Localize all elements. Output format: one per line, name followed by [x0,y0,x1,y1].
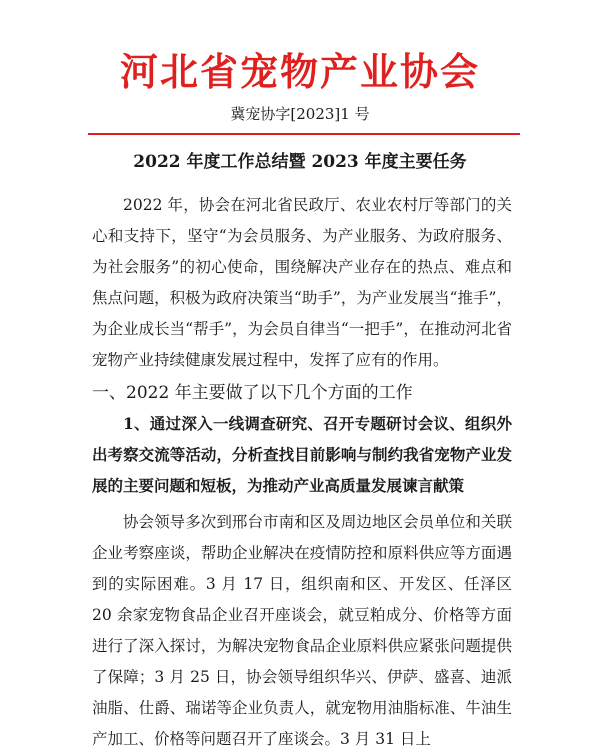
document-title: 2022 年度工作总结暨 2023 年度主要任务 [133,152,467,172]
organization-title: 河北省宠物产业协会 [119,49,480,94]
subsection-heading: 1、通过深入一线调查研究、召开专题研讨会议、组织外出考察交流等活动，分析查找目前影响与制约我省宠物产业发展的主要问题和短板，为推动产业高质量发展谏言献策 [92,414,512,495]
section-heading: 一、2022 年主要做了以下几个方面的工作 [92,383,413,403]
red-divider-line [88,133,520,135]
document-number: 冀宠协字[2023]1 号 [230,105,370,123]
body-paragraph: 协会领导多次到邢台市南和区及周边地区会员单位和关联企业考察座谈，帮助企业解决在疫情防控和原料供应等方面遇到的实际困难。3 月 17 日，组织南和区、开发区、任泽区 20 余家宠物食品企业召开座谈会，就豆粕成分、价格等方面进行了深入探讨，为解决宠物食品企业原料供应紧张问题提供了保障；3 月 25 日，协会领导组织华兴、伊萨、盛喜、迪派油脂、仕爵、瑞诺等企业负责人，就宠物用油脂标准、牛油生产加工、价格等问题召开了座谈会。3 月 31 日上 [92,513,512,748]
intro-paragraph: 2022 年，协会在河北省民政厅、农业农村厅等部门的关心和支持下，坚守“为会员服务、为产业服务、为政府服务、为社会服务”的初心使命，围绕解决产业存在的热点、难点和焦点问题，积极为政府决策当“助手”，为产业发展当“推手”，为企业成长当“帮手”，为会员自律当“一把手”，在推动河北省宠物产业持续健康发展过程中，发挥了应有的作用。 [92,196,512,369]
